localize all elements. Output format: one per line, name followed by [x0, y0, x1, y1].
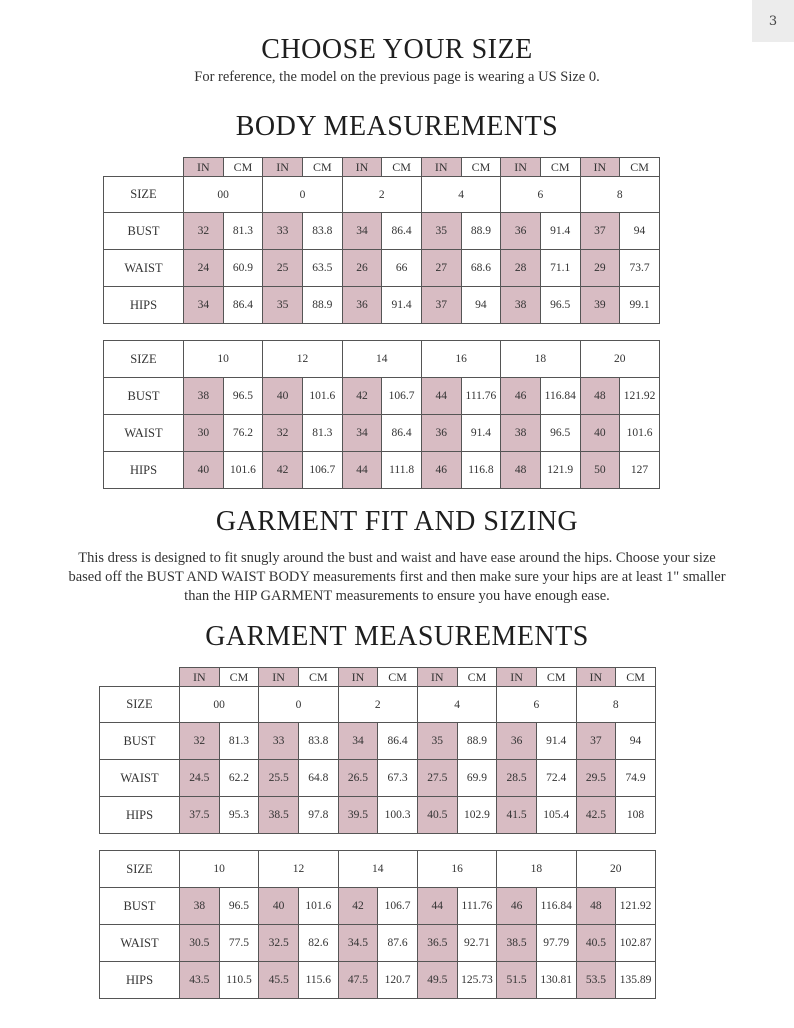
value-cell: 74.9 — [616, 760, 656, 797]
value-cell: 73.7 — [620, 250, 660, 287]
value-cell: 39 — [580, 287, 620, 324]
size-value: 4 — [417, 687, 496, 723]
value-cell: 94 — [620, 213, 660, 250]
value-cell: 77.5 — [219, 925, 259, 962]
row-label: WAIST — [100, 925, 180, 962]
value-cell: 39.5 — [338, 797, 378, 834]
value-cell: 34 — [184, 287, 224, 324]
garment-fit-text: This dress is designed to fit snugly around the bust and waist and have ease around the hips. Choose your size based off the BUST AND WAIST BODY measurements first and then make sure your hips are at least 1" smaller than the HIP GARMENT measurements to ensure you have enough ease. — [68, 550, 726, 604]
body-measurements-table-2 — [103, 340, 660, 489]
value-cell: 40 — [184, 452, 224, 489]
measurement-row — [104, 415, 660, 452]
value-cell: 91.4 — [540, 213, 580, 250]
value-cell: 106.7 — [382, 378, 422, 415]
choose-size-subtitle: For reference, the model on the previous page is wearing a US Size 0. — [194, 69, 600, 85]
value-cell: 42 — [263, 452, 303, 489]
measurement-row — [104, 378, 660, 415]
unit-label: IN — [338, 668, 378, 687]
value-cell: 47.5 — [338, 962, 378, 999]
value-cell: 82.6 — [298, 925, 338, 962]
unit-header-row — [100, 668, 656, 687]
value-cell: 102.87 — [616, 925, 656, 962]
size-value: 2 — [338, 687, 417, 723]
unit-label: IN — [421, 158, 461, 177]
value-cell: 135.89 — [616, 962, 656, 999]
value-cell: 27.5 — [417, 760, 457, 797]
size-value: 0 — [259, 687, 338, 723]
value-cell: 88.9 — [302, 287, 342, 324]
garment-measurements-title: GARMENT MEASUREMENTS — [205, 621, 589, 652]
value-cell: 40.5 — [576, 925, 616, 962]
value-cell: 101.6 — [298, 888, 338, 925]
value-cell: 76.2 — [223, 415, 263, 452]
unit-label: IN — [259, 668, 299, 687]
value-cell: 28.5 — [497, 760, 537, 797]
unit-label: CM — [457, 668, 497, 687]
value-cell: 30 — [184, 415, 224, 452]
size-value: 4 — [421, 177, 500, 213]
measurement-row — [104, 250, 660, 287]
value-cell: 42 — [338, 888, 378, 925]
body-measurements-table-1 — [103, 157, 660, 324]
value-cell: 49.5 — [417, 962, 457, 999]
value-cell: 35 — [263, 287, 303, 324]
value-cell: 111.76 — [461, 378, 501, 415]
measurement-row — [104, 452, 660, 489]
value-cell: 111.8 — [382, 452, 422, 489]
unit-label: CM — [382, 158, 422, 177]
unit-label: CM — [298, 668, 338, 687]
value-cell: 44 — [417, 888, 457, 925]
value-cell: 86.4 — [223, 287, 263, 324]
row-label: SIZE — [104, 341, 184, 378]
unit-header-row — [104, 158, 660, 177]
garment-measurements-table-1 — [99, 667, 656, 834]
value-cell: 94 — [616, 723, 656, 760]
value-cell: 35 — [421, 213, 461, 250]
value-cell: 94 — [461, 287, 501, 324]
size-value: 12 — [263, 341, 342, 378]
value-cell: 71.1 — [540, 250, 580, 287]
size-value: 14 — [342, 341, 421, 378]
value-cell: 63.5 — [302, 250, 342, 287]
value-cell: 92.71 — [457, 925, 497, 962]
value-cell: 38.5 — [497, 925, 537, 962]
measurement-row — [100, 797, 656, 834]
value-cell: 62.2 — [219, 760, 259, 797]
value-cell: 105.4 — [536, 797, 576, 834]
value-cell: 121.92 — [620, 378, 660, 415]
value-cell: 44 — [342, 452, 382, 489]
value-cell: 41.5 — [497, 797, 537, 834]
row-label: HIPS — [100, 962, 180, 999]
value-cell: 42 — [342, 378, 382, 415]
value-cell: 81.3 — [302, 415, 342, 452]
value-cell: 120.7 — [378, 962, 418, 999]
value-cell: 45.5 — [259, 962, 299, 999]
unit-label: CM — [378, 668, 418, 687]
measurement-row — [100, 925, 656, 962]
value-cell: 33 — [263, 213, 303, 250]
value-cell: 30.5 — [180, 925, 220, 962]
body-measurements-title: BODY MEASUREMENTS — [235, 111, 559, 142]
value-cell: 36 — [497, 723, 537, 760]
value-cell: 24.5 — [180, 760, 220, 797]
unit-label: CM — [223, 158, 263, 177]
unit-label: IN — [180, 668, 220, 687]
value-cell: 64.8 — [298, 760, 338, 797]
size-value: 8 — [580, 177, 659, 213]
value-cell: 101.6 — [620, 415, 660, 452]
value-cell: 44 — [421, 378, 461, 415]
size-value: 8 — [576, 687, 655, 723]
unit-label: IN — [263, 158, 303, 177]
measurement-row — [104, 287, 660, 324]
value-cell: 32 — [180, 723, 220, 760]
value-cell: 48 — [576, 888, 616, 925]
size-value: 12 — [259, 851, 338, 888]
unit-label: CM — [536, 668, 576, 687]
size-value: 16 — [421, 341, 500, 378]
value-cell: 111.76 — [457, 888, 497, 925]
value-cell: 25.5 — [259, 760, 299, 797]
value-cell: 115.6 — [298, 962, 338, 999]
value-cell: 34 — [342, 415, 382, 452]
unit-label: IN — [580, 158, 620, 177]
value-cell: 40 — [580, 415, 620, 452]
choose-size-title: CHOOSE YOUR SIZE — [261, 34, 533, 65]
value-cell: 110.5 — [219, 962, 259, 999]
value-cell: 53.5 — [576, 962, 616, 999]
value-cell: 86.4 — [382, 213, 422, 250]
blank-cell — [104, 158, 184, 177]
value-cell: 46 — [501, 378, 541, 415]
value-cell: 96.5 — [223, 378, 263, 415]
value-cell: 127 — [620, 452, 660, 489]
value-cell: 101.6 — [302, 378, 342, 415]
value-cell: 42.5 — [576, 797, 616, 834]
value-cell: 37 — [576, 723, 616, 760]
value-cell: 66 — [382, 250, 422, 287]
value-cell: 67.3 — [378, 760, 418, 797]
row-label: BUST — [104, 378, 184, 415]
value-cell: 108 — [616, 797, 656, 834]
unit-label: IN — [497, 668, 537, 687]
row-label: BUST — [100, 723, 180, 760]
value-cell: 96.5 — [540, 415, 580, 452]
value-cell: 97.8 — [298, 797, 338, 834]
size-value: 0 — [263, 177, 342, 213]
unit-label: CM — [540, 158, 580, 177]
measurement-row — [100, 760, 656, 797]
value-cell: 28 — [501, 250, 541, 287]
value-cell: 38 — [180, 888, 220, 925]
garment-fit-title: GARMENT FIT AND SIZING — [215, 506, 579, 537]
size-row — [100, 851, 656, 888]
unit-label: CM — [219, 668, 259, 687]
value-cell: 38 — [501, 415, 541, 452]
value-cell: 60.9 — [223, 250, 263, 287]
row-label: WAIST — [104, 250, 184, 287]
value-cell: 116.84 — [536, 888, 576, 925]
value-cell: 97.79 — [536, 925, 576, 962]
value-cell: 87.6 — [378, 925, 418, 962]
unit-label: IN — [342, 158, 382, 177]
value-cell: 81.3 — [223, 213, 263, 250]
value-cell: 116.84 — [540, 378, 580, 415]
value-cell: 106.7 — [302, 452, 342, 489]
row-label: SIZE — [100, 851, 180, 888]
value-cell: 36 — [342, 287, 382, 324]
value-cell: 88.9 — [457, 723, 497, 760]
value-cell: 69.9 — [457, 760, 497, 797]
value-cell: 83.8 — [298, 723, 338, 760]
size-value: 18 — [497, 851, 576, 888]
value-cell: 116.8 — [461, 452, 501, 489]
value-cell: 34 — [338, 723, 378, 760]
blank-cell — [100, 668, 180, 687]
row-label: HIPS — [100, 797, 180, 834]
row-label: BUST — [100, 888, 180, 925]
size-value: 00 — [180, 687, 259, 723]
value-cell: 24 — [184, 250, 224, 287]
size-value: 20 — [580, 341, 659, 378]
unit-label: IN — [417, 668, 457, 687]
page-number: 3 — [752, 0, 794, 42]
measurement-row — [104, 213, 660, 250]
value-cell: 86.4 — [378, 723, 418, 760]
unit-label: CM — [616, 668, 656, 687]
unit-label: IN — [576, 668, 616, 687]
row-label: SIZE — [100, 687, 180, 723]
value-cell: 36 — [421, 415, 461, 452]
size-value: 6 — [501, 177, 580, 213]
size-value: 6 — [497, 687, 576, 723]
row-label: SIZE — [104, 177, 184, 213]
value-cell: 48 — [580, 378, 620, 415]
unit-label: CM — [620, 158, 660, 177]
value-cell: 34.5 — [338, 925, 378, 962]
value-cell: 46 — [497, 888, 537, 925]
value-cell: 91.4 — [382, 287, 422, 324]
value-cell: 43.5 — [180, 962, 220, 999]
value-cell: 38.5 — [259, 797, 299, 834]
value-cell: 96.5 — [219, 888, 259, 925]
measurement-row — [100, 723, 656, 760]
value-cell: 32.5 — [259, 925, 299, 962]
value-cell: 86.4 — [382, 415, 422, 452]
value-cell: 40.5 — [417, 797, 457, 834]
size-value: 2 — [342, 177, 421, 213]
value-cell: 83.8 — [302, 213, 342, 250]
value-cell: 37.5 — [180, 797, 220, 834]
value-cell: 81.3 — [219, 723, 259, 760]
value-cell: 68.6 — [461, 250, 501, 287]
value-cell: 34 — [342, 213, 382, 250]
size-value: 10 — [184, 341, 263, 378]
value-cell: 50 — [580, 452, 620, 489]
value-cell: 88.9 — [461, 213, 501, 250]
unit-label: CM — [461, 158, 501, 177]
value-cell: 121.92 — [616, 888, 656, 925]
value-cell: 40 — [259, 888, 299, 925]
value-cell: 99.1 — [620, 287, 660, 324]
value-cell: 121.9 — [540, 452, 580, 489]
value-cell: 25 — [263, 250, 303, 287]
value-cell: 40 — [263, 378, 303, 415]
value-cell: 33 — [259, 723, 299, 760]
garment-measurements-table-2 — [99, 850, 656, 999]
value-cell: 38 — [184, 378, 224, 415]
value-cell: 106.7 — [378, 888, 418, 925]
value-cell: 37 — [580, 213, 620, 250]
row-label: HIPS — [104, 452, 184, 489]
value-cell: 26 — [342, 250, 382, 287]
value-cell: 29 — [580, 250, 620, 287]
value-cell: 32 — [263, 415, 303, 452]
value-cell: 95.3 — [219, 797, 259, 834]
value-cell: 27 — [421, 250, 461, 287]
value-cell: 37 — [421, 287, 461, 324]
value-cell: 130.81 — [536, 962, 576, 999]
unit-label: CM — [302, 158, 342, 177]
value-cell: 46 — [421, 452, 461, 489]
size-row — [104, 177, 660, 213]
row-label: HIPS — [104, 287, 184, 324]
value-cell: 35 — [417, 723, 457, 760]
size-value: 20 — [576, 851, 655, 888]
value-cell: 102.9 — [457, 797, 497, 834]
measurement-row — [100, 888, 656, 925]
size-value: 16 — [417, 851, 496, 888]
size-row — [100, 687, 656, 723]
size-row — [104, 341, 660, 378]
value-cell: 72.4 — [536, 760, 576, 797]
value-cell: 125.73 — [457, 962, 497, 999]
size-value: 18 — [501, 341, 580, 378]
size-value: 10 — [180, 851, 259, 888]
value-cell: 101.6 — [223, 452, 263, 489]
value-cell: 36.5 — [417, 925, 457, 962]
value-cell: 91.4 — [536, 723, 576, 760]
size-value: 00 — [184, 177, 263, 213]
value-cell: 38 — [501, 287, 541, 324]
value-cell: 91.4 — [461, 415, 501, 452]
value-cell: 32 — [184, 213, 224, 250]
row-label: WAIST — [104, 415, 184, 452]
value-cell: 26.5 — [338, 760, 378, 797]
unit-label: IN — [184, 158, 224, 177]
value-cell: 51.5 — [497, 962, 537, 999]
unit-label: IN — [501, 158, 541, 177]
value-cell: 96.5 — [540, 287, 580, 324]
row-label: WAIST — [100, 760, 180, 797]
size-value: 14 — [338, 851, 417, 888]
row-label: BUST — [104, 213, 184, 250]
value-cell: 29.5 — [576, 760, 616, 797]
value-cell: 36 — [501, 213, 541, 250]
value-cell: 100.3 — [378, 797, 418, 834]
value-cell: 48 — [501, 452, 541, 489]
measurement-row — [100, 962, 656, 999]
